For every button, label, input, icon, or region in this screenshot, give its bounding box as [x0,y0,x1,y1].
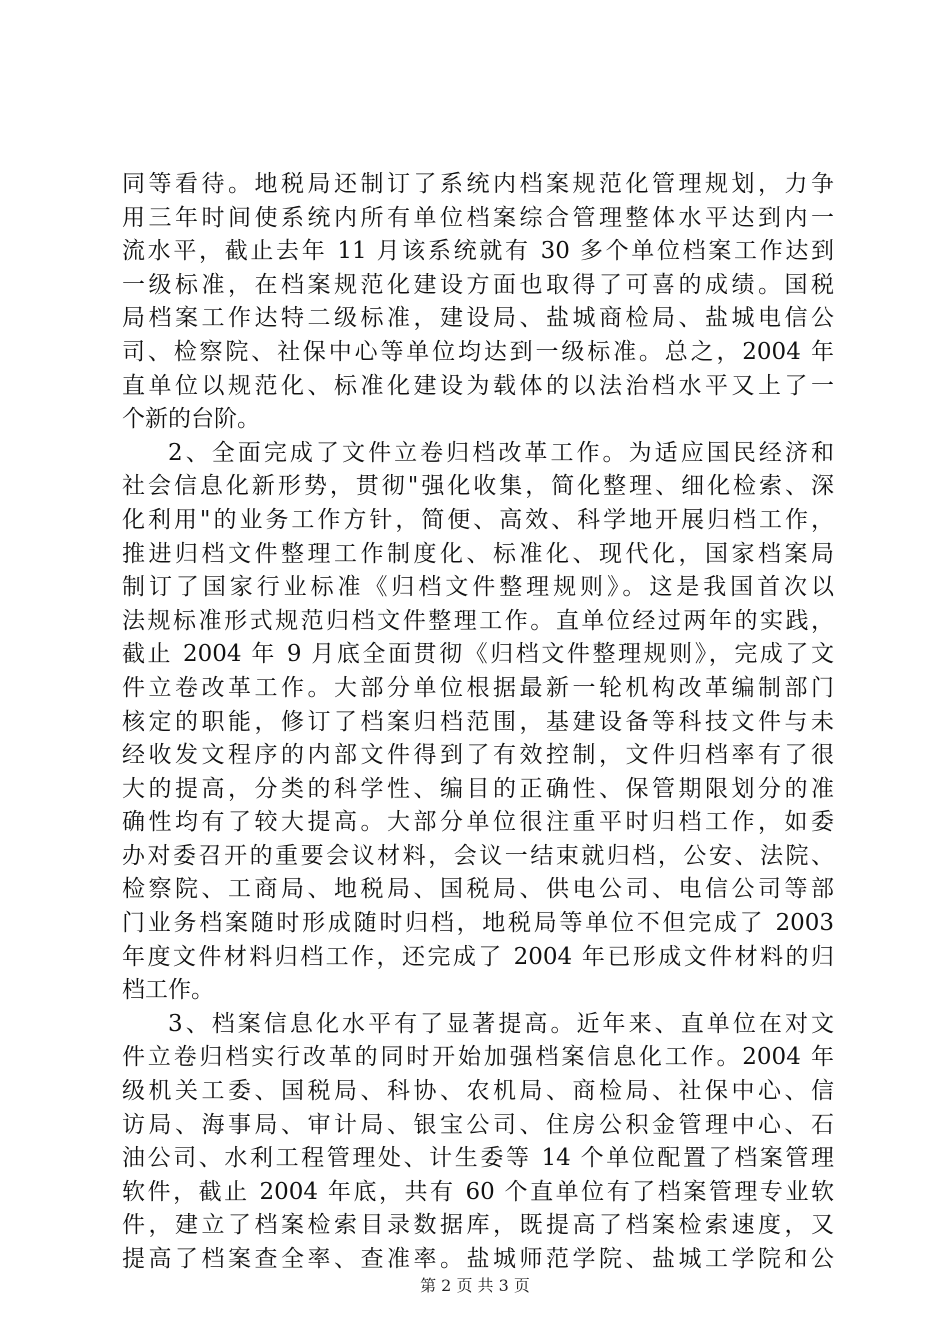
text-line: 年度文件材料归档工作，还完成了 2004 年已形成文件材料的归 [122,943,834,970]
text-line: 司、检察院、社保中心等单位均达到一级标准。总之，2004 年 [122,338,834,365]
text-line: 截止 2004 年 9 月底全面贯彻《归档文件整理规则》，完成了文 [122,641,834,668]
text-line: 访局、海事局、审计局、银宝公司、住房公积金管理中心、石 [122,1111,834,1138]
text-line: 大的提高，分类的科学性、编目的正确性、保管期限划分的准 [122,775,834,802]
text-line: 流水平，截止去年 11 月该系统就有 30 多个单位档案工作达到 [122,238,834,265]
text-line: 局档案工作达特二级标准，建设局、盐城商检局、盐城电信公 [122,305,834,332]
text-line: 社会信息化新形势，贯彻"强化收集，简化整理、细化检索、深 [122,473,834,500]
text-line: 软件，截止 2004 年底，共有 60 个直单位有了档案管理专业软 [122,1178,834,1205]
paragraph-3-start: 3、档案信息化水平有了显著提高。近年来、直单位在对文 [168,1010,834,1037]
text-line: 档工作。 [122,977,214,1004]
text-line: 件，建立了档案检索目录数据库，既提高了档案检索速度，又 [122,1212,834,1239]
text-line: 化利用"的业务工作方针，简便、高效、科学地开展归档工作， [122,506,834,533]
text-line: 直单位以规范化、标准化建设为载体的以法治档水平又上了一 [122,372,834,399]
text-line: 推进归档文件整理工作制度化、标准化、现代化，国家档案局 [122,540,834,567]
text-line: 同等看待。地税局还制订了系统内档案规范化管理规划，力争 [122,171,834,197]
text-line: 办对委召开的重要会议材料，会议一结束就归档，公安、法院、 [122,842,834,869]
text-line: 油公司、水利工程管理处、计生委等 14 个单位配置了档案管理 [122,1145,834,1172]
paragraph-2-start: 2、全面完成了文件立卷归档改革工作。为适应国民经济和 [168,439,834,466]
text-line: 提高了档案查全率、查准率。盐城师范学院、盐城工学院和公 [122,1246,834,1272]
page-number-footer: 第 2 页 共 3 页 [420,1276,530,1295]
text-line: 法规标准形式规范归档文件整理工作。直单位经过两年的实践， [122,607,834,634]
text-line: 件立卷改革工作。大部分单位根据最新一轮机构改革编制部门 [122,674,834,701]
text-line: 门业务档案随时形成随时归档，地税局等单位不但完成了 2003 [122,910,834,937]
text-line: 制订了国家行业标准《归档文件整理规则》。这是我国首次以 [122,574,834,601]
text-line: 用三年时间使系统内所有单位档案综合管理整体水平达到内一 [122,204,834,231]
text-line: 级机关工委、国税局、科协、农机局、商检局、社保中心、信 [122,1078,834,1105]
text-line: 核定的职能，修订了档案归档范围，基建设备等科技文件与未 [122,708,834,735]
text-line: 经收发文程序的内部文件得到了有效控制，文件归档率有了很 [122,742,834,769]
text-line: 确性均有了较大提高。大部分单位很注重平时归档工作，如委 [122,809,834,836]
document-body [122,168,834,1277]
text-line: 个新的台阶。 [122,406,260,433]
text-line: 一级标准，在档案规范化建设方面也取得了可喜的成绩。国税 [122,271,834,298]
text-line: 检察院、工商局、地税局、国税局、供电公司、电信公司等部 [122,876,834,903]
text-line: 件立卷归档实行改革的同时开始加强档案信息化工作。2004 年 [122,1044,834,1071]
